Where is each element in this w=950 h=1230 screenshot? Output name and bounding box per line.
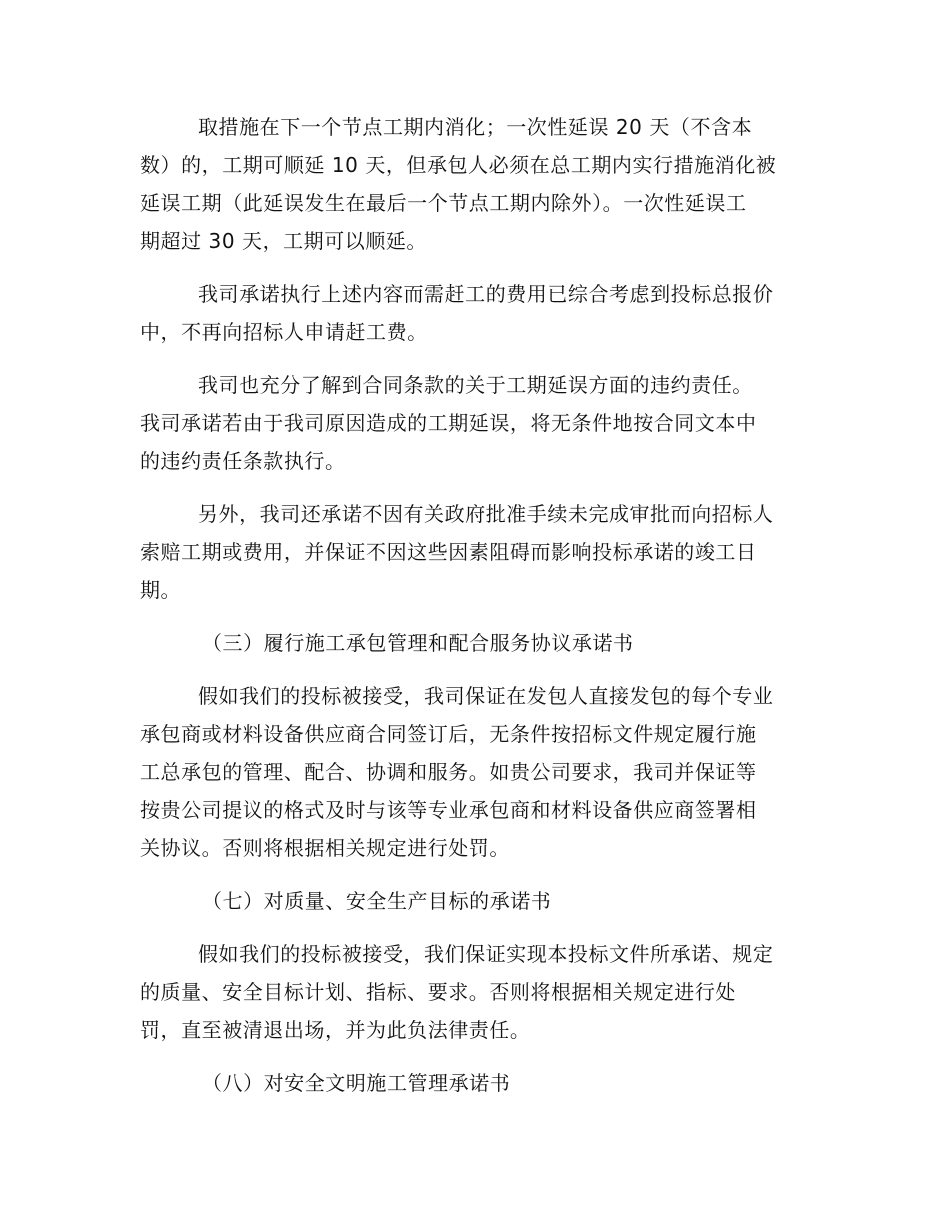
paragraph-quality-safety	[140, 935, 812, 1049]
text-line: 数）的，工期可顺延 10 天，但承包人必须在总工期内实行措施消化被	[140, 153, 777, 177]
text-line: 关协议。否则将根据相关规定进行处罚。	[140, 836, 510, 860]
text-line: 期。	[140, 578, 182, 602]
text-line: 的违约责任条款执行。	[140, 449, 346, 473]
paragraph-schedule-delay	[140, 108, 812, 260]
document-body	[140, 108, 812, 1117]
text-line: 延误工期（此延误发生在最后一个节点工期内除外）。一次性延误工	[140, 191, 747, 215]
text-line: 工总承包的管理、配合、协调和服务。如贵公司要求，我司并保证等	[140, 760, 757, 784]
text-line: 按贵公司提议的格式及时与该等专业承包商和材料设备供应商签署相	[140, 798, 757, 822]
text-line: 我司承诺若由于我司原因造成的工期延误，将无条件地按合同文本中	[140, 411, 757, 435]
section-heading-8: （八）对安全文明施工管理承诺书	[202, 1071, 511, 1095]
text-line: 承包商或材料设备供应商合同签订后，无条件按招标文件规定履行施	[140, 722, 757, 746]
text-line: 另外，我司还承诺不因有关政府批准手续未完成审批而向招标人	[198, 502, 774, 526]
text-line: 我司也充分了解到合同条款的关于工期延误方面的违约责任。	[198, 373, 753, 397]
paragraph-rush-cost	[140, 275, 812, 351]
paragraph-delay-liability	[140, 366, 812, 480]
section-heading-7: （七）对质量、安全生产目标的承诺书	[202, 889, 552, 913]
paragraph-management-service	[140, 677, 812, 867]
text-line: 我司承诺执行上述内容而需赶工的费用已综合考虑到投标总报价	[198, 282, 774, 306]
text-line: 假如我们的投标被接受，我司保证在发包人直接发包的每个专业	[198, 684, 774, 708]
text-line: 假如我们的投标被接受，我们保证实现本投标文件所承诺、规定	[198, 942, 774, 966]
text-line: 中，不再向招标人申请赶工费。	[140, 320, 428, 344]
text-line: 期超过 30 天，工期可以顺延。	[140, 229, 427, 253]
section-heading-3: （三）履行施工承包管理和配合服务协议承诺书	[202, 631, 634, 655]
text-line: 取措施在下一个节点工期内消化；一次性延误 20 天（不含本	[198, 115, 753, 139]
text-line: 的质量、安全目标计划、指标、要求。否则将根据相关规定进行处	[140, 980, 736, 1004]
text-line: 罚，直至被清退出场，并为此负法律责任。	[140, 1018, 531, 1042]
text-line: 索赔工期或费用，并保证不因这些因素阻碍而影响投标承诺的竣工日	[140, 540, 757, 564]
paragraph-no-claim	[140, 495, 812, 609]
